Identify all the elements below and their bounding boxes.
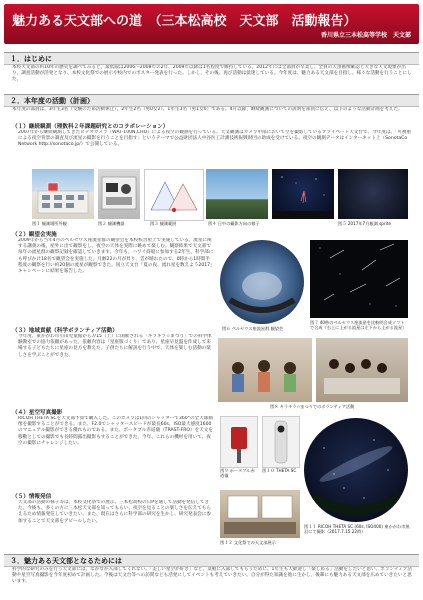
caption-fig7: 図７ 40秒のペルセウス座流星を比較明合成ソフトで合成（右上に上がる流星は左下から上がる流星） xyxy=(310,320,407,330)
allsky-image xyxy=(220,240,304,324)
theta-allsky-image xyxy=(304,418,408,522)
caption-fig1: 図１ 観測場所外観 xyxy=(32,221,67,226)
volunteer-photo-1 xyxy=(218,338,312,402)
caption-fig12: 図１２ 文化祭での天文部展示 xyxy=(220,540,276,545)
section-1-heading: １．はじめに xyxy=(4,52,419,65)
caption-fig5: 図５ 2017年7月観測 sprite xyxy=(338,221,392,226)
perseid-allsky-photo xyxy=(220,240,304,324)
caption-fig8: 図８ キラキラ☆まつりでのボランティア活動 xyxy=(270,404,355,409)
caption-fig11: 図１１ RICOH THETA SC (60s, ISO400) 東かがわ市黒羽にて撮影（2017.7.15 22時） xyxy=(304,524,410,534)
range-map-image xyxy=(145,170,203,220)
sub-5-heading: （５）情報発信 xyxy=(12,494,52,500)
sub-3-body: 今年度、東かがわ市引田児童館から7/15（土）に開催される「キラキラ☆まつり」での科学体験教室での協力依頼があった。依頼内容は「星座版づくり」であり、星座早見盤を作成して来場する子どもたちに星座の見方を教えた。子供たちに解説を行う中で、天体を楽しむ活動の楽しさを学ぶことができた。 xyxy=(18,334,212,358)
sub-4-body: RICOH THETA SCを天文部予算で購入した。このカメラは1回のシャッターで360°の全天球画像を撮影することができる。また、F2.0でシャッタースピードが最長60s、ISO最大感度1600のマニュアル撮影ができる優れものである。また、ポータブル赤道儀（TRAST-FRO）を天文を移動としての撮影でも長時間露出撮影もすることができた。今年、これらの機材を用いて、夜空の撮影にチャレンジしたい。 xyxy=(18,416,213,446)
caption-fig3: 図３ 観測範囲 xyxy=(150,221,177,226)
section-3-heading: ３．魅力ある天文部となるためには xyxy=(4,554,419,567)
section-2-intro: 本年度の部員は、3年生3名（受験のため活動休止）、2年生2名（男0女2）、1年生3名（男1女0）である。4月以降、継続観測についての説明を部員に伝え、以下のような活動計画を考えた。 xyxy=(12,107,403,112)
portable-mount-photo xyxy=(220,416,258,468)
sub-1-heading: （１）継続観測（理数科２年課題研究とのコラボレーション） xyxy=(12,124,169,130)
caption-fig2: 図２ 観測機器 xyxy=(98,221,125,226)
sub-2-body: 2009年から当年4月のペルセウス座流星群の観望会を本校校舎屋上で実施している。流星に関する講義の後、屋外に出て観察をし、夜空の天体を実際に眺めて楽しむ。観察結果で天文部で毎年の流星群の観察記録を確認していきます。今年も、ハワイ商船に参加する2年生、科学部にも呼びかけ18名で観望会を実施した。月齢22の月が昇り、雲が晴れたので、0時から1時間半程度の観察を行い約20個の流星が観察できた。国立天文台「夏の夜、流れ星を数えよう2017」キャンペーンに結果を報告した。 xyxy=(18,238,214,275)
perseid-composite-photo xyxy=(310,240,408,318)
observation-building-photo xyxy=(32,169,94,219)
title-banner xyxy=(4,4,419,44)
sub-1-body: 2007年から継続観測してきたビデオカメラ（WAT-100N,CHO）による夜空の観測を行っている。天文観測はカメラ中部において空を撮影しているプライベート天文台で、今年度は、「可視重による夜空背景の調査及び流星の撮影を行うことを目指す」というテーマで公益財団法人中谷医工計測技術振興財団の助成を受けている。夜空の観測データはインターネット上（SonotaCo Network http://sonotaco.jp/）で公開している。 xyxy=(18,130,412,148)
poster xyxy=(4,4,419,596)
sub-5-body: 天文部の活動の様子等は、本校文化祭での展示、三本松高校の日Pを通して活動を発信してきた。今後も、多くの方に三本松天文部を知ってもらい、夜空を見ることの楽しさを伝えてもらえるため情報発信していきたい。また、現在はさらに科学部の研究を生かし、研究発表会に参加することで天文部をアピールしたい。 xyxy=(18,500,211,524)
sprite-night-photo-2 xyxy=(338,169,408,219)
caption-fig6: 図６ ペルセウス座流星群 観望会 xyxy=(222,326,284,331)
theta-allsky-photo xyxy=(304,418,408,522)
section-1-body: 本校天文部の約10年の歴史を調べてみると、最低限は2006～2008年の2年、2009年以降は1名程度で維持している。2012年には全部員が卒業し、全員の天頂画像確認と大きな天文現象が出り、調査活動が活発となり、本校文化祭での展示や校内でのポスター発表を行った。しかし、その後、再び活動は低迷している。今年度は、魅力ある天文部を目指し、様々な活動を行うことにした。 xyxy=(12,65,412,83)
volunteer-image-2 xyxy=(316,338,408,402)
observation-equipment-photo xyxy=(98,169,140,219)
theta-sc-photo xyxy=(262,416,300,468)
section-3-body: 科学的な研究のみを行う天文部には、なかなか入部してくれない。「美しい星空が好き」など、気軽に入部してもらうために、1年生も大歓迎し「楽しめる」活動をしたいと思い、ボランティア活動や星空写真撮影を今年度初めて計画した。今後は天文台等への訪問なども活発にしてイベントも考えていきたい。自分が得た知識を他に生かし、後輩にも魅力ある天文部を広めていきたいと思います。 xyxy=(12,567,412,585)
poster-title: 魅力ある天文部への道 （三本松高校 天文部 活動報告） xyxy=(12,14,357,29)
volunteer-photo-2 xyxy=(316,338,408,402)
caption-fig9: 図９ ポータブル赤道儀 xyxy=(220,468,255,478)
daytime-view-photo xyxy=(206,169,268,219)
sub-3-heading: （３）地域貢献（科学ボランティア活動） xyxy=(12,328,118,334)
theta-camera-image xyxy=(263,417,299,467)
sprite-night-photo xyxy=(272,169,334,219)
festival-exhibit-photo xyxy=(220,490,300,538)
observation-range-map xyxy=(144,169,204,221)
camera-equipment-image xyxy=(98,169,140,219)
volunteer-image-1 xyxy=(218,338,312,402)
school-affiliation: 香川県立三本松高等学校 天文部 xyxy=(320,32,411,39)
meteor-composite-image xyxy=(310,240,408,318)
caption-fig10: 図１０ THETA SC xyxy=(262,468,297,473)
caption-fig4: 図４ 日中の撮影方向の様子 xyxy=(208,221,260,226)
sub-2-heading: （２）観望会実施 xyxy=(12,232,57,238)
festival-exhibit-image xyxy=(220,490,300,538)
section-2-heading: ２．本年度の活動（計画） xyxy=(4,94,419,107)
portable-mount-image xyxy=(221,417,257,467)
sprite-stars-image xyxy=(272,169,334,219)
building-image xyxy=(32,169,94,219)
sub-4-heading: （４）星空写真撮影 xyxy=(12,410,63,416)
